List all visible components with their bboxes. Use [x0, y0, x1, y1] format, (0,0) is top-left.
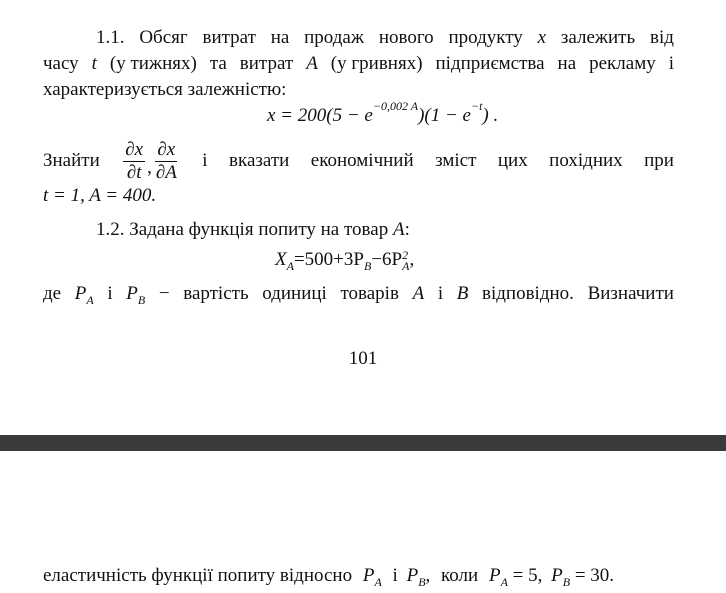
partial-derivatives: $\frac{\partial x}{\partial t}$ , $\frac{\partial x}{\partial A}$ — [125, 138, 177, 183]
problem-1-2-intro: 1.2. Задана функція попиту на товар A: — [96, 219, 410, 240]
page-separator — [0, 435, 726, 451]
fraction-dx-dA: $\frac{\partial x}{\partial A}$ — [155, 138, 177, 183]
page-2-line: еластичність функції попиту відносно $P_A$ і $P_B$, коли $P_A = 5$, $P_B = 30$. — [43, 565, 615, 589]
conditions: t = 1, A = 400. — [43, 185, 157, 206]
problem-1-1-find-line: Знайти $\frac{\partial x}{\partial t}$ , $\frac{\partial x}{\partial A}$ і вказати економічний зміст цих похідних при — [43, 138, 674, 183]
problem-1-2-where-line: де $P_A$ і $P_B$ − вартість одиниці товарів A і B відповідно. Визначити — [43, 283, 674, 307]
formula-expenses: $x = 200(5 - e^{-0,002 A})(1 - e^{-t})$ . — [267, 98, 499, 126]
fraction-dx-dt: $\frac{\partial x}{\partial t}$ — [125, 138, 144, 183]
formula-demand: $X_A=500+3P_B-6P$ 2 A , — [275, 247, 415, 273]
problem-1-1-line-2: часу t (у тижнях) та витрат A (у гривнях) підприємства на рекламу і — [43, 53, 674, 74]
page-102 — [0, 451, 726, 593]
page-number: 101 — [348, 348, 378, 369]
problem-1-1-line-3: характеризується залежністю: — [43, 79, 287, 100]
problem-1-1-line-1: 1.1. Обсяг витрат на продаж нового продукту x залежить від — [96, 27, 674, 48]
